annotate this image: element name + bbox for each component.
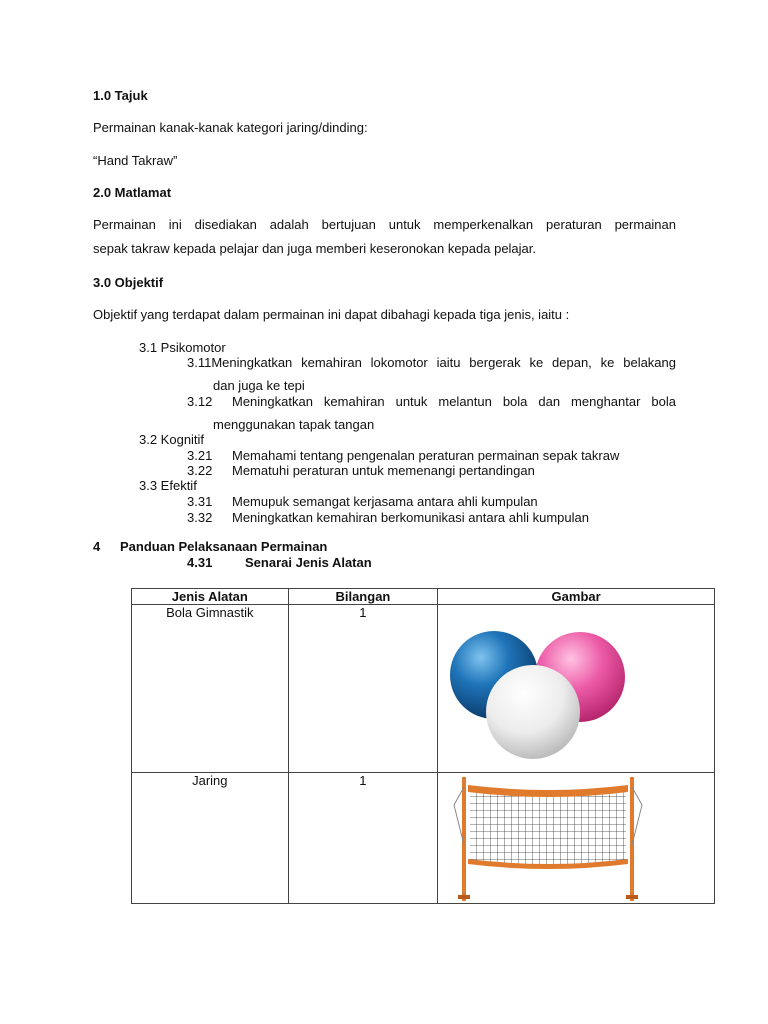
cell-name: Bola Gimnastik: [132, 605, 289, 773]
cell-name: Jaring: [132, 773, 289, 904]
kognitif-title: 3.2 Kognitif: [139, 432, 205, 447]
header-bilangan: Bilangan: [288, 589, 438, 605]
gym-balls-icon: [444, 617, 634, 767]
efektif-title: 3.3 Efektif: [139, 478, 197, 493]
heading-objektif: 3.0 Objektif: [93, 275, 164, 290]
kognitif-item-2: Mematuhi peraturan untuk memenangi pertandingan: [232, 463, 535, 478]
table-row: [132, 773, 715, 904]
cell-count: 1: [288, 605, 438, 773]
heading-tajuk: 1.0 Tajuk: [93, 88, 148, 103]
gym-balls-image: [438, 605, 715, 773]
header-gambar: Gambar: [438, 589, 715, 605]
kognitif-item-1-num: 3.21: [187, 448, 213, 463]
psikomotor-item-2-cont: menggunakan tapak tangan: [213, 417, 375, 432]
psikomotor-title: 3.1 Psikomotor: [139, 340, 226, 355]
kognitif-item-2-num: 3.22: [187, 463, 213, 478]
efektif-item-2-num: 3.32: [187, 510, 213, 525]
subheading-senarai: Senarai Jenis Alatan: [245, 555, 372, 570]
matlamat-line-2: sepak takraw kepada pelajar dan juga memberi keseronokan kepada pelajar.: [93, 241, 537, 256]
objektif-intro: Objektif yang terdapat dalam permainan ini dapat dibahagi kepada tiga jenis, iaitu :: [93, 307, 570, 322]
equipment-table: [131, 588, 715, 904]
psikomotor-item-2: Meningkatkan kemahiran untuk melantun bola dan menghantar bola: [232, 394, 676, 409]
tajuk-line-2: “Hand Takraw”: [93, 153, 178, 168]
table-row: [132, 605, 715, 773]
tajuk-line-1: Permainan kanak-kanak kategori jaring/dinding:: [93, 120, 368, 135]
table-header-row: [132, 589, 715, 605]
psikomotor-item-2-num: 3.12: [187, 394, 213, 409]
efektif-item-1-num: 3.31: [187, 494, 213, 509]
cell-count: 1: [288, 773, 438, 904]
psikomotor-item-1: 3.11Meningkatkan kemahiran lokomotor iaitu bergerak ke depan, ke belakang: [187, 355, 676, 370]
subheading-number: 4.31: [187, 555, 213, 570]
header-jenis-alatan: Jenis Alatan: [132, 589, 289, 605]
efektif-item-2: Meningkatkan kemahiran berkomunikasi antara ahli kumpulan: [232, 510, 589, 525]
heading-panduan: Panduan Pelaksanaan Permainan: [120, 539, 328, 554]
efektif-item-1: Memupuk semangat kerjasama antara ahli kumpulan: [232, 494, 538, 509]
psikomotor-item-1-cont: dan juga ke tepi: [213, 378, 305, 393]
heading-matlamat: 2.0 Matlamat: [93, 185, 172, 200]
matlamat-line-1: Permainan ini disediakan adalah bertujuan untuk memperkenalkan peraturan permainan: [93, 217, 676, 232]
net-image: [438, 773, 715, 904]
kognitif-item-1: Memahami tentang pengenalan peraturan permainan sepak takraw: [232, 448, 620, 463]
section-4-number: 4: [93, 539, 101, 554]
volleyball-net-icon: [448, 775, 648, 903]
